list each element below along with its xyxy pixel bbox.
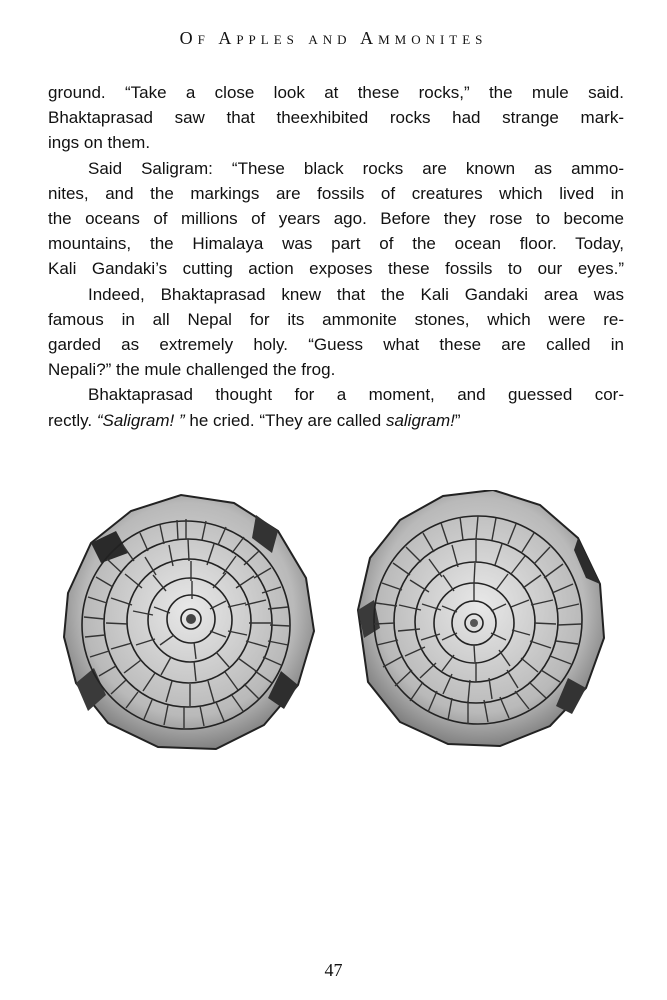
ammonite-right xyxy=(358,490,604,746)
text-line: nites, and the markings are fossils of creatures which lived in xyxy=(48,183,624,203)
text-line: Said Saligram: “These black rocks are known as ammo- xyxy=(88,158,624,178)
ammonite-illustration xyxy=(48,490,624,770)
text-line: Kali Gandaki’s cutting action exposes these fossils to our eyes.” xyxy=(48,259,624,279)
text-line: Bhaktaprasad thought for a moment, and guessed cor- xyxy=(88,385,624,405)
text-line: ground. “Take a close look at these rocks,” the mule said. xyxy=(48,83,624,102)
text-line: ings on them. xyxy=(48,133,151,153)
text-run-italic: “Saligram! ” xyxy=(96,410,185,430)
text-line: mountains, the Himalaya was part of the ocean floor. Today, xyxy=(48,234,624,254)
text-line: garded as extremely holy. “Guess what these are called in xyxy=(48,335,624,355)
text-line-last xyxy=(48,408,624,433)
running-head: Of Apples and Ammonites xyxy=(179,28,488,48)
body-text xyxy=(48,80,624,433)
text-line: Nepali?” the mule challenged the frog. xyxy=(48,360,336,380)
text-run: he cried. “They are called xyxy=(184,410,386,430)
text-line: the oceans of millions of years ago. Before they rose to become xyxy=(48,209,624,229)
text-line: famous in all Nepal for its ammonite stones, which were re- xyxy=(48,309,624,329)
text-line: Bhaktaprasad saw that theexhibited rocks had strange mark- xyxy=(48,108,624,128)
text-run-italic: saligram! xyxy=(385,410,455,430)
ammonite-left xyxy=(64,495,314,749)
text-line: Indeed, Bhaktaprasad knew that the Kali Gandaki area was xyxy=(88,284,624,304)
page-number: 47 xyxy=(324,960,343,980)
text-run: ” xyxy=(454,410,461,430)
text-run: rectly. xyxy=(48,410,97,430)
